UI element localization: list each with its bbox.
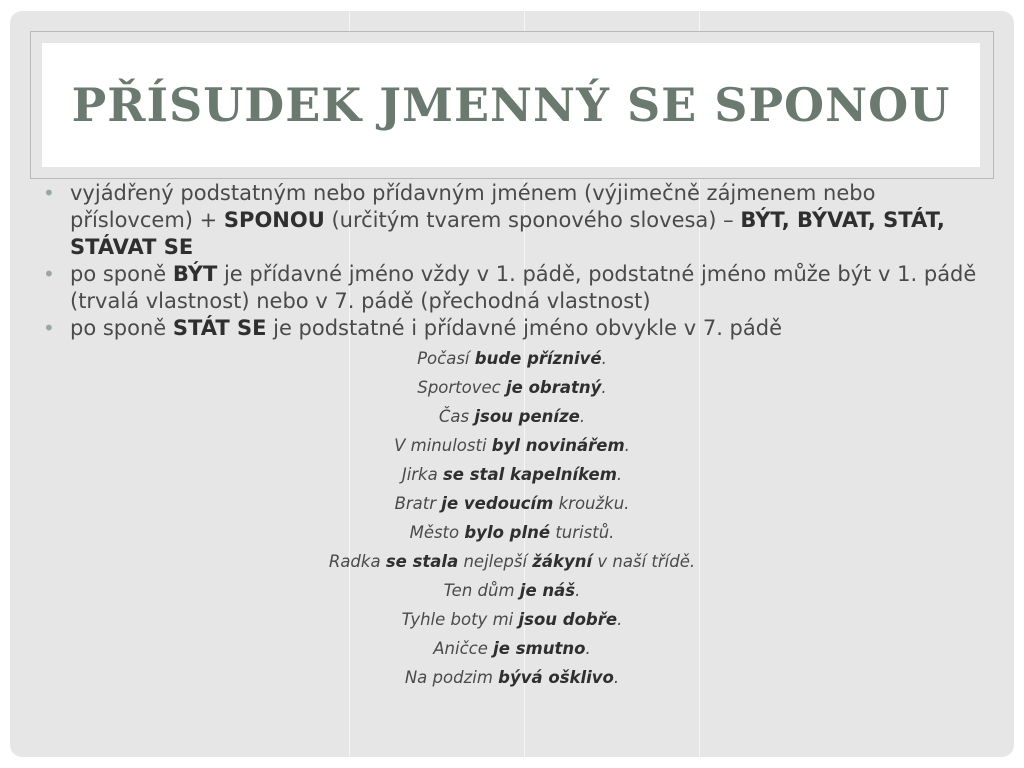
slide-content	[30, 180, 994, 742]
example-predicate: byl novinářem	[491, 436, 625, 455]
example-text: .	[613, 668, 620, 687]
example-text: Tyhle boty mi	[401, 610, 519, 629]
example-predicate: jsou peníze	[474, 407, 580, 426]
bullet-dot: •	[43, 316, 55, 340]
example-sentences	[30, 344, 994, 692]
example-text: Na podzim	[404, 668, 499, 687]
example-text: nejlepší	[458, 552, 533, 571]
example-sentence	[30, 373, 994, 402]
bullet-bold-text: BÝT	[172, 262, 218, 286]
bullet-bold-text: SPONOU	[223, 208, 325, 232]
bullet-bold-text: STÁT SE	[172, 316, 267, 340]
bullet-text: po sponě	[70, 262, 173, 286]
example-predicate: se stala	[385, 552, 459, 571]
bullet-text: (určitým tvarem sponového slovesa) –	[324, 208, 741, 232]
example-text: .	[575, 581, 581, 600]
example-predicate: je vedoucím	[441, 494, 554, 513]
example-predicate: jsou dobře	[518, 610, 618, 629]
bullet-dot: •	[43, 262, 55, 286]
example-predicate: se stal kapelníkem	[442, 465, 617, 484]
example-text: Radka	[328, 552, 386, 571]
example-predicate: je náš	[519, 581, 576, 600]
example-text: turistů.	[550, 523, 615, 542]
example-sentence	[30, 547, 994, 576]
example-sentence	[30, 489, 994, 518]
example-text: .	[617, 610, 623, 629]
bullet-item	[30, 180, 994, 261]
example-text: kroužku.	[553, 494, 630, 513]
example-sentence	[30, 344, 994, 373]
example-sentence	[30, 431, 994, 460]
example-text: .	[601, 378, 607, 397]
example-sentence	[30, 605, 994, 634]
bullet-text: vyjádřený podstatným nebo přídavným jménem (výjimečně zájmenem nebo příslovcem) +	[70, 181, 876, 232]
example-predicate: bylo plné	[464, 523, 551, 542]
slide-title: PŘÍSUDEK JMENNÝ SE SPONOU	[71, 78, 951, 132]
title-box	[42, 43, 980, 167]
example-sentence	[30, 402, 994, 431]
example-sentence	[30, 663, 994, 692]
example-predicate: je obratný	[505, 378, 602, 397]
example-predicate: bude příznivé	[474, 349, 602, 368]
bullet-dot: •	[43, 181, 55, 205]
example-text: Město	[409, 523, 465, 542]
example-text: Aničce	[433, 639, 494, 658]
example-text: v naší třídě.	[592, 552, 696, 571]
example-text: .	[601, 349, 607, 368]
example-text: .	[585, 639, 591, 658]
example-text: Čas	[438, 407, 475, 426]
example-text: Počasí	[417, 349, 475, 368]
bullet-item	[30, 261, 994, 315]
example-text: Bratr	[394, 494, 442, 513]
example-sentence	[30, 576, 994, 605]
bullet-bold-text: BÝT, BÝVAT, STÁT, STÁVAT SE	[70, 208, 945, 259]
example-predicate: žákyní	[532, 552, 593, 571]
example-predicate: je smutno	[493, 639, 586, 658]
example-text: .	[616, 465, 623, 484]
example-text: Ten dům	[443, 581, 520, 600]
example-sentence	[30, 518, 994, 547]
example-text: V minulosti	[394, 436, 492, 455]
example-predicate: bývá ošklivo	[498, 668, 614, 687]
example-text: .	[579, 407, 586, 426]
bullet-list	[30, 180, 994, 342]
bullet-item	[30, 315, 994, 342]
bullet-text: po sponě	[70, 316, 173, 340]
bullet-text: je podstatné i přídavné jméno obvykle v 7. pádě	[266, 316, 783, 340]
example-text: Sportovec	[417, 378, 506, 397]
example-text: Jirka	[401, 465, 443, 484]
example-sentence	[30, 460, 994, 489]
example-sentence	[30, 634, 994, 663]
example-text: .	[624, 436, 630, 455]
bullet-text: je přídavné jméno vždy v 1. pádě, podstatné jméno může být v 1. pádě (trvalá vlastnost) nebo v 7. pádě (přechodná vlastnost)	[70, 262, 977, 313]
